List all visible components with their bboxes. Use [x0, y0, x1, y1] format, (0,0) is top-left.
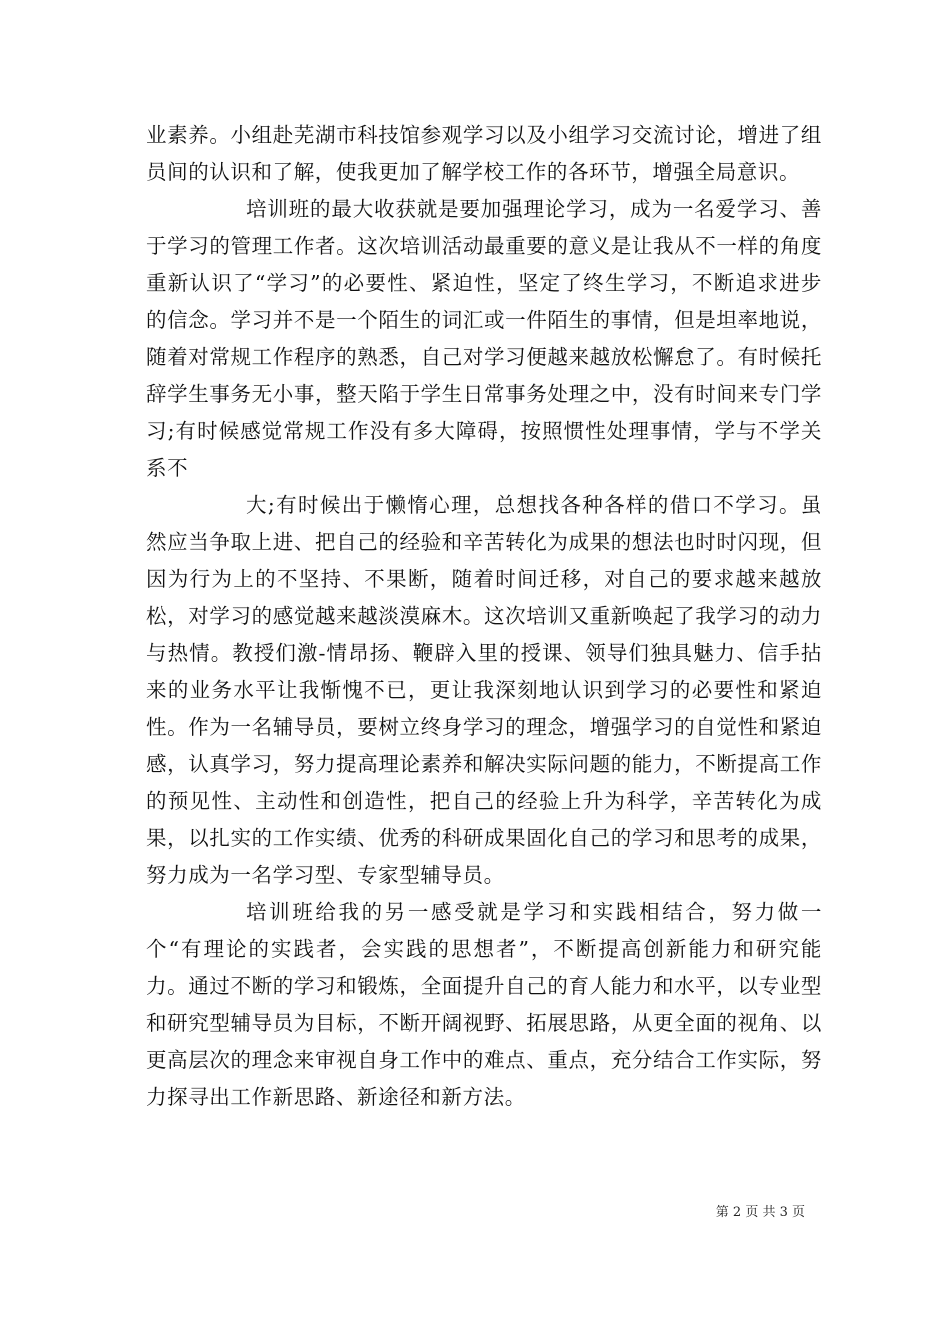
- paragraph-2: 培训班的最大收获就是要加强理论学习，成为一名爱学习、善于学习的管理工作者。这次培训活动最重要的意义是让我从不一样的角度重新认识了“学习”的必要性、紧迫性，坚定了终生学习，不断追求进步的信念。学习并不是一个陌生的词汇或一件陌生的事情，但是坦率地说，随着对常规工作程序的熟悉，自己对学习便越来越放松懈怠了。有时候托辞学生事务无小事，整天陷于学生日常事务处理之中，没有时间来专门学习;有时候感觉常规工作没有多大障碍，按照惯性处理事情，学与不学关系不: [146, 197, 822, 480]
- document-body: [146, 117, 822, 1116]
- paragraph-4: 培训班给我的另一感受就是学习和实践相结合，努力做一个“有理论的实践者，会实践的思想者”，不断提高创新能力和研究能力。通过不断的学习和锻炼，全面提升自己的育人能力和水平，以专业型和研究型辅导员为目标，不断开阔视野、拓展思路，从更全面的视角、以更高层次的理念来审视自身工作中的难点、重点，充分结合工作实际，努力探寻出工作新思路、新途径和新方法。: [146, 900, 822, 1109]
- page-number-footer: 第 2 页 共 3 页: [715, 1205, 805, 1220]
- paragraph-3: 大;有时候出于懒惰心理，总想找各种各样的借口不学习。虽然应当争取上进、把自己的经验和辛苦转化为成果的想法也时时闪现，但因为行为上的不坚持、不果断，随着时间迁移，对自己的要求越来越放松，对学习的感觉越来越淡漠麻木。这次培训又重新唤起了我学习的动力与热情。教授们激-情昂扬、鞭辟入里的授课、领导们独具魅力、信手拈来的业务水平让我惭愧不已，更让我深刻地认识到学习的必要性和紧迫性。作为一名辅导员，要树立终身学习的理念，增强学习的自觉性和紧迫感，认真学习，努力提高理论素养和解决实际问题的能力，不断提高工作的预见性、主动性和创造性，把自己的经验上升为科学，辛苦转化为成果，以扎实的工作实绩、优秀的科研成果固化自己的学习和思考的成果，努力成为一名学习型、专家型辅导员。: [146, 493, 822, 887]
- paragraph-1: 业素养。小组赴芜湖市科技馆参观学习以及小组学习交流讨论，增进了组员间的认识和了解，使我更加了解学校工作的各环节，增强全局意识。: [146, 123, 822, 184]
